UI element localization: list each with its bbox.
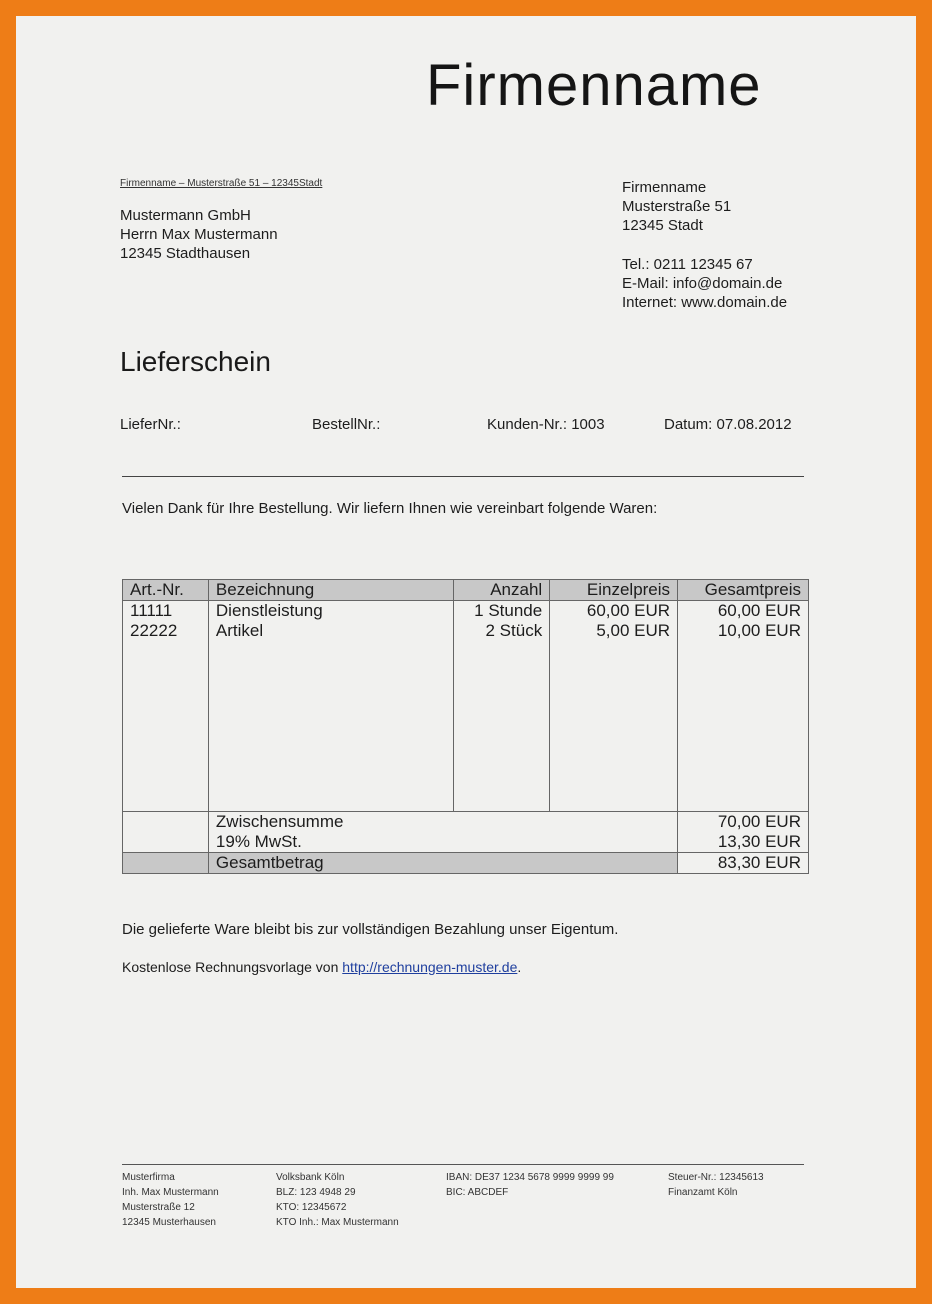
footer-line: Inh. Max Mustermann xyxy=(122,1187,219,1198)
company-contact xyxy=(622,255,787,312)
footer-line: Volksbank Köln xyxy=(276,1172,345,1183)
company-internet: Internet: www.domain.de xyxy=(622,294,788,311)
footer-line: KTO: 12345672 xyxy=(276,1202,347,1213)
datum: Datum: 07.08.2012 xyxy=(664,416,792,433)
table-empty-space xyxy=(123,641,809,811)
credit-link[interactable]: http://rechnungen-muster.de xyxy=(342,959,518,975)
company-street: Musterstraße 51 xyxy=(622,198,732,215)
footer-line: BLZ: 123 4948 29 xyxy=(276,1187,356,1198)
intro-text: Vielen Dank für Ihre Bestellung. Wir liefern Ihnen wie vereinbart folgende Waren: xyxy=(122,500,658,517)
footer-line: KTO Inh.: Max Mustermann xyxy=(276,1217,399,1228)
cell-bezeichnung: Dienstleistung xyxy=(208,601,453,622)
header-art-nr: Art.-Nr. xyxy=(123,580,209,601)
tax-label: 19% MwSt. xyxy=(208,832,677,853)
recipient-line: 12345 Stadthausen xyxy=(120,245,251,262)
sender-address-line: Firmenname – Musterstraße 51 – 12345Stadt xyxy=(120,178,323,189)
tax-value: 13,30 EUR xyxy=(678,832,809,853)
bestell-nr: BestellNr.: xyxy=(312,416,381,433)
company-address xyxy=(622,178,731,235)
credit-suffix: . xyxy=(517,959,522,975)
cell-einzelpreis: 5,00 EUR xyxy=(550,621,678,641)
company-email: E-Mail: info@domain.de xyxy=(622,275,783,292)
subtotal-value: 70,00 EUR xyxy=(678,811,809,832)
cell-art-nr: 11111 xyxy=(123,601,209,622)
divider xyxy=(122,476,804,477)
cell-gesamtpreis: 10,00 EUR xyxy=(678,621,809,641)
header-gesamtpreis: Gesamtpreis xyxy=(678,580,809,601)
liefer-nr: LieferNr.: xyxy=(120,416,181,433)
cell-art-nr: 22222 xyxy=(123,621,209,641)
footer-line: Finanzamt Köln xyxy=(668,1187,738,1198)
company-tel: Tel.: 0211 12345 67 xyxy=(622,256,753,273)
ownership-note: Die gelieferte Ware bleibt bis zur vollständigen Bezahlung unser Eigentum. xyxy=(122,921,619,938)
credit-line xyxy=(122,959,521,975)
items-table xyxy=(122,579,809,874)
header-anzahl: Anzahl xyxy=(454,580,550,601)
table-header-row xyxy=(123,580,809,601)
recipient-address xyxy=(120,206,278,263)
footer-tax xyxy=(668,1170,764,1200)
cell-anzahl: 1 Stunde xyxy=(454,601,550,622)
cell-bezeichnung: Artikel xyxy=(208,621,453,641)
footer-line: IBAN: DE37 1234 5678 9999 9999 99 xyxy=(446,1172,614,1183)
total-label: Gesamtbetrag xyxy=(208,852,677,873)
header-bezeichnung: Bezeichnung xyxy=(208,580,453,601)
total-row xyxy=(123,852,809,873)
document-title: Lieferschein xyxy=(120,346,271,377)
footer-line: Musterstraße 12 xyxy=(122,1202,195,1213)
tax-row xyxy=(123,832,809,853)
total-value: 83,30 EUR xyxy=(678,852,809,873)
footer-line: Steuer-Nr.: 12345613 xyxy=(668,1172,764,1183)
subtotal-label: Zwischensumme xyxy=(208,811,677,832)
subtotal-row xyxy=(123,811,809,832)
footer-bank xyxy=(276,1170,399,1230)
document-page xyxy=(16,16,916,1288)
company-city: 12345 Stadt xyxy=(622,217,703,234)
credit-prefix: Kostenlose Rechnungsvorlage von xyxy=(122,959,343,975)
cell-gesamtpreis: 60,00 EUR xyxy=(678,601,809,622)
recipient-line: Herrn Max Mustermann xyxy=(120,226,278,243)
table-row xyxy=(123,621,809,641)
kunden-nr: Kunden-Nr.: 1003 xyxy=(487,416,605,433)
footer-iban xyxy=(446,1170,614,1200)
footer-line: Musterfirma xyxy=(122,1172,175,1183)
cell-einzelpreis: 60,00 EUR xyxy=(550,601,678,622)
footer-divider xyxy=(122,1164,804,1165)
table-row xyxy=(123,601,809,622)
footer-line: BIC: ABCDEF xyxy=(446,1187,509,1198)
company-name: Firmenname xyxy=(622,179,707,196)
company-title: Firmenname xyxy=(426,53,762,118)
cell-anzahl: 2 Stück xyxy=(454,621,550,641)
header-einzelpreis: Einzelpreis xyxy=(550,580,678,601)
footer-line: 12345 Musterhausen xyxy=(122,1217,216,1228)
recipient-line: Mustermann GmbH xyxy=(120,207,251,224)
footer-company xyxy=(122,1170,219,1230)
